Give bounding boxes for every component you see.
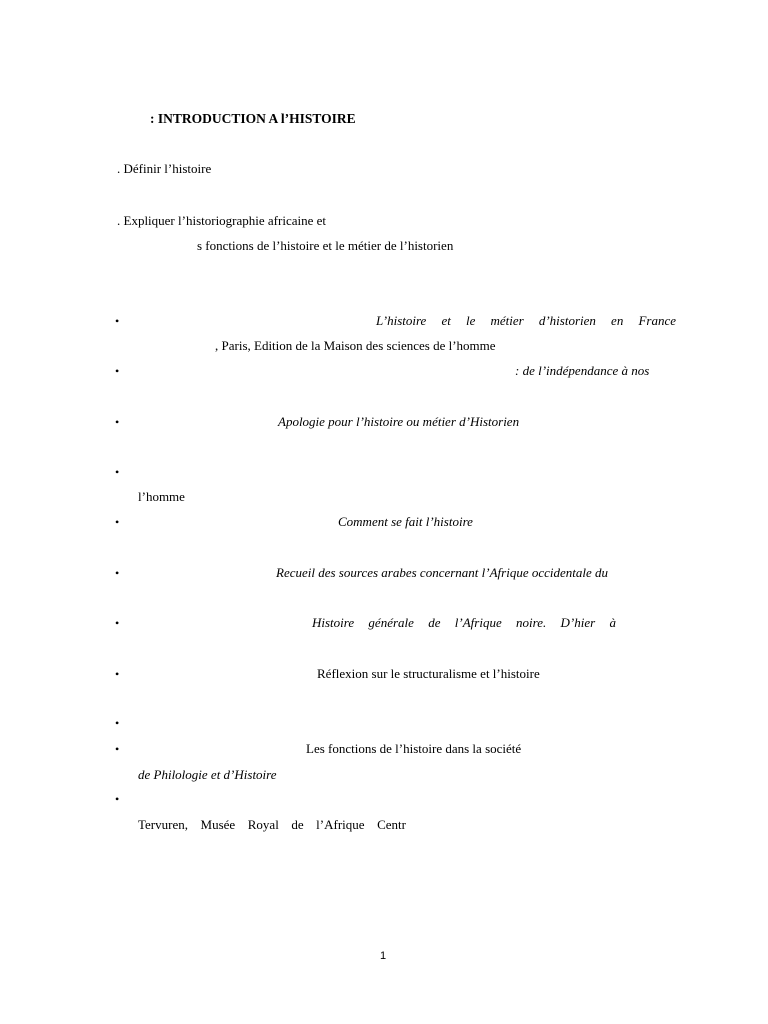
bullet-4: • (115, 465, 120, 479)
bib-1-title: L’histoire et le métier d’historien en France (376, 313, 676, 328)
objective-1: . Définir l’histoire (117, 161, 212, 176)
objective-3: s fonctions de l’histoire et le métier de l’historien (197, 238, 454, 253)
bullet-5: • (115, 515, 120, 529)
bib-7-title: Histoire générale de l’Afrique noire. D’hier à (312, 615, 616, 630)
bib-5-title: Comment se fait l’histoire (338, 514, 473, 529)
bib-2-title: : de l’indépendance à nos (515, 363, 650, 378)
bib-1-continuation: , Paris, Edition de la Maison des sciences de l’homme (215, 338, 496, 353)
bib-8-title: Réflexion sur le structuralisme et l’histoire (317, 666, 540, 681)
page-number: 1 (380, 950, 387, 962)
bullet-2: • (115, 364, 120, 378)
bib-10-title: Les fonctions de l’histoire dans la société (306, 741, 522, 756)
objective-2: . Expliquer l’historiographie africaine et (117, 213, 327, 228)
chapter-heading: : INTRODUCTION A l’HISTOIRE (150, 111, 356, 126)
bib-6-title: Recueil des sources arabes concernant l’Afrique occidentale du (276, 565, 609, 580)
bib-10-continuation: de Philologie et d’Histoire (138, 767, 277, 782)
bib-4-continuation: l’homme (138, 489, 185, 504)
bib-3-title: Apologie pour l’histoire ou métier d’Historien (278, 414, 520, 429)
bullet-6: • (115, 566, 120, 580)
bullet-8: • (115, 667, 120, 681)
bullet-9: • (115, 716, 120, 730)
bib-11-continuation: Tervuren, Musée Royal de l’Afrique Centr (138, 817, 406, 832)
bullet-10: • (115, 742, 120, 756)
bullet-7: • (115, 616, 120, 630)
bullet-3: • (115, 415, 120, 429)
bullet-1: • (115, 314, 120, 328)
bullet-11: • (115, 792, 120, 806)
